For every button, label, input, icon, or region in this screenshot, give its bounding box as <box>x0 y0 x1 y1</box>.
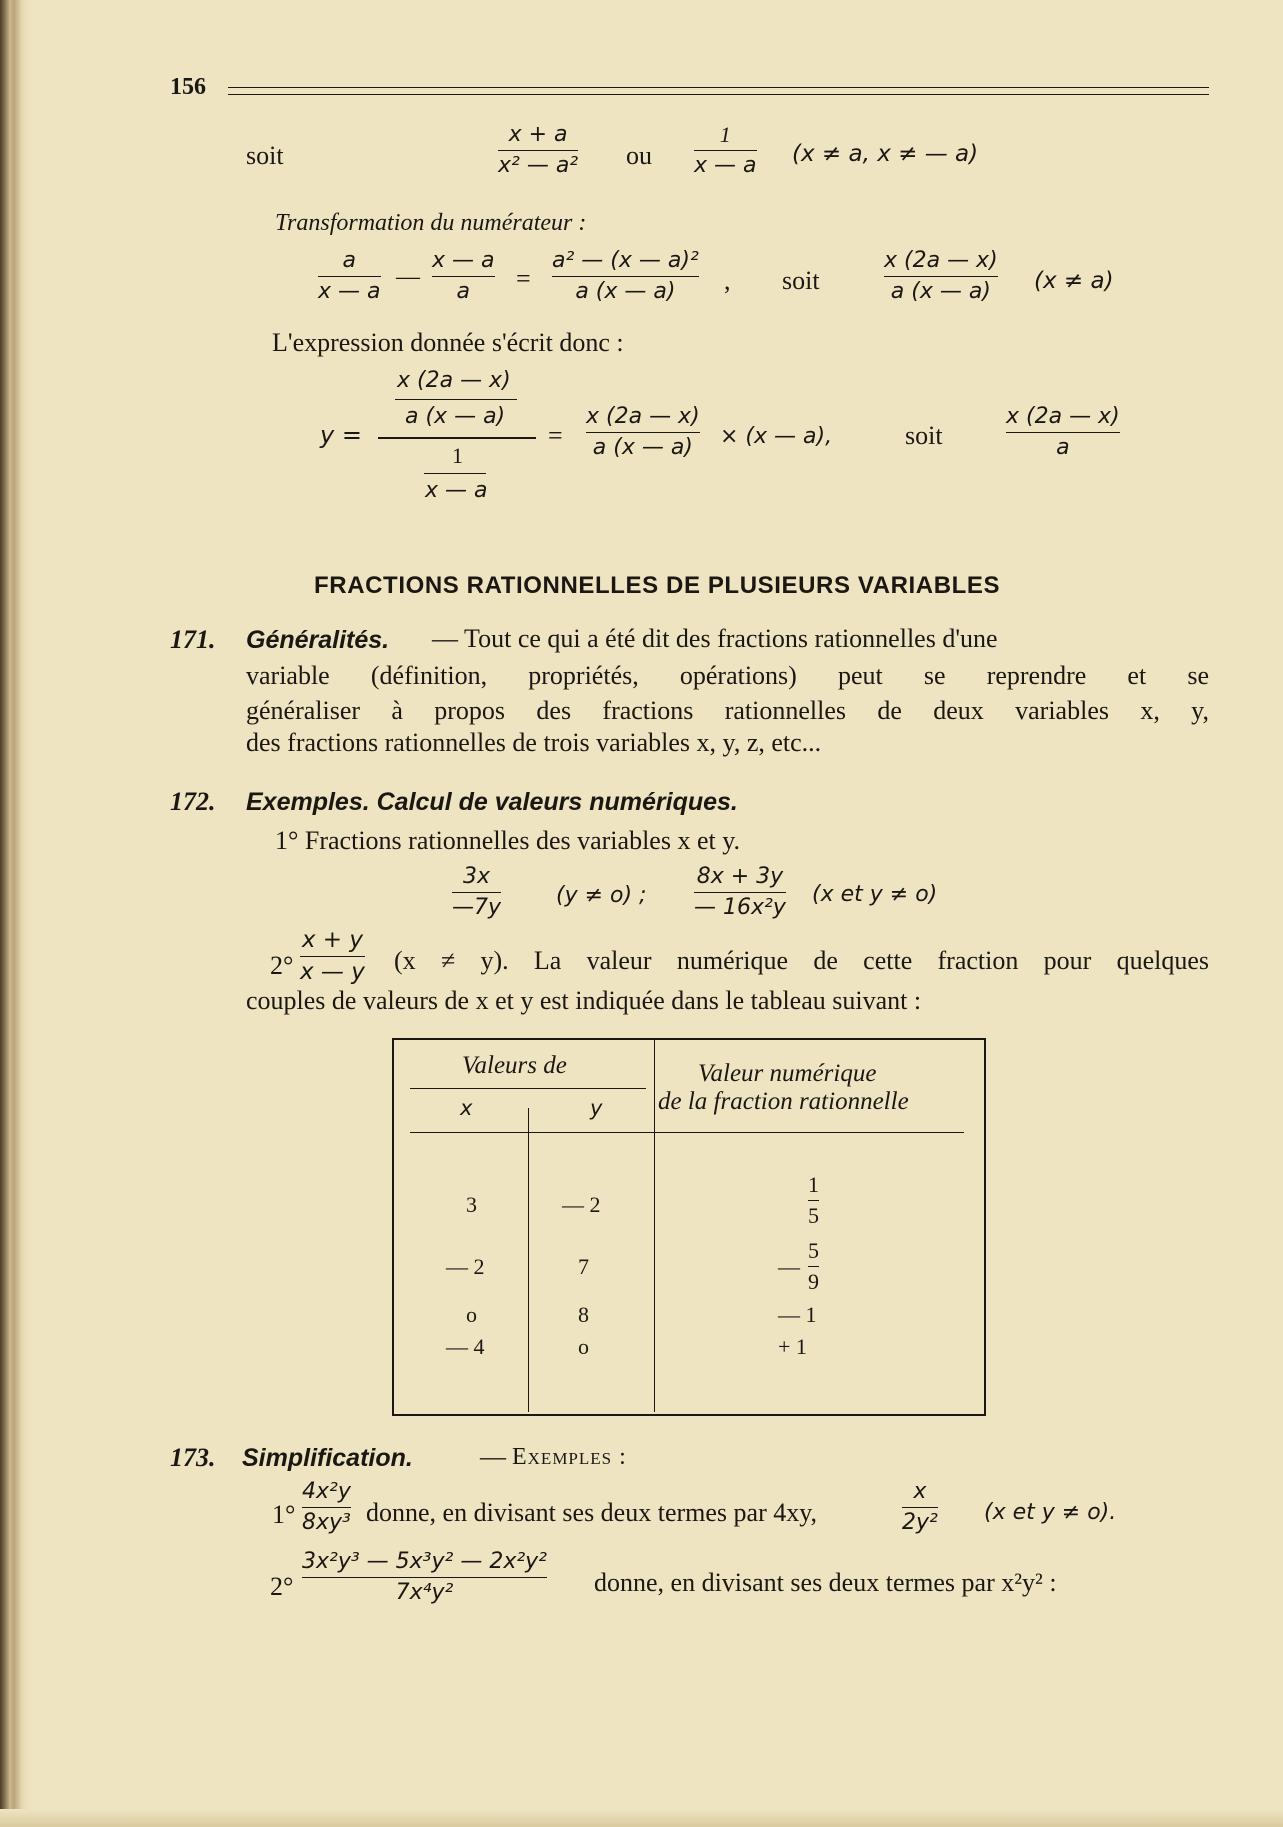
comma: , <box>724 266 731 295</box>
outer-numerator-top: x (2a — x) <box>397 368 511 393</box>
paragraph-172-intro: 1° Fractions rationnelles des variables x et y. <box>275 826 741 855</box>
fraction-denominator: a (x — a) <box>890 279 991 305</box>
paragraph-171-line-2: variable (définition, propriétés, opérations) peut se reprendre et se <box>246 661 1209 690</box>
fraction-bar <box>694 150 757 151</box>
fraction-denominator: a <box>1056 435 1070 461</box>
example-2-text: donne, en divisant ses deux termes par x²y² : <box>594 1568 1057 1597</box>
table-divider-main <box>654 1040 655 1412</box>
fraction-denominator: a (x — a) <box>592 435 693 461</box>
fraction-bar <box>302 1577 547 1578</box>
transformation-heading: Transformation du numérateur : <box>275 210 587 236</box>
section-heading: FRACTIONS RATIONNELLES DE PLUSIEURS VARIABLES <box>314 572 1001 599</box>
inner-denominator-bar <box>424 473 486 474</box>
fraction-numerator: 3x²y³ — 5x³y² — 2x²y² <box>302 1549 547 1574</box>
fraction-numerator: x + a <box>508 122 568 147</box>
fraction-x-plus-y-over-x-minus-y <box>300 927 365 986</box>
paragraph-171-line-1: — Tout ce qui a été dit des fractions rationnelles d'une <box>432 624 998 653</box>
table-cell-value: — 1 <box>778 1302 817 1327</box>
fraction-x-minus-a-over-a <box>432 248 495 305</box>
paragraph-172-line-2: couples de valeurs de x et y est indiquée dans le tableau suivant : <box>246 986 922 1015</box>
fraction-denominator: x — a <box>694 153 757 179</box>
soit-label-3: soit <box>905 421 943 450</box>
fraction-3x-over-7y <box>452 864 501 921</box>
fraction-denominator: 5 <box>808 1203 819 1229</box>
values-table <box>392 1038 986 1416</box>
page-binding-edge <box>0 0 30 1827</box>
table-column-rule <box>410 1132 964 1133</box>
table-cell-y: — 2 <box>562 1192 601 1217</box>
table-cell-y: 8 <box>578 1302 589 1327</box>
fraction-numerator: a <box>342 248 356 273</box>
table-header-rule <box>410 1088 646 1089</box>
fraction-bar <box>808 1200 819 1201</box>
condition-top: (x ≠ a, x ≠ — a) <box>792 141 979 167</box>
fraction-denominator: x — a <box>318 279 381 305</box>
table-divider-xy <box>528 1108 529 1412</box>
item-title-171: Généralités. <box>246 626 390 654</box>
fraction-bar <box>552 276 699 277</box>
item-number-173: 173. <box>170 1443 216 1472</box>
outer-numerator-bottom: a (x — a) <box>405 404 506 429</box>
table-cell-x: — 2 <box>446 1254 485 1279</box>
fraction-numerator: x (2a — x) <box>586 404 700 429</box>
fraction-bar <box>318 276 381 277</box>
example-1-text: donne, en divisant ses deux termes par 4xy, <box>366 1498 818 1527</box>
example-2-label: 2° <box>270 1572 294 1601</box>
table-header-result-2: de la fraction rationnelle <box>658 1088 909 1115</box>
example-2-label: 2° <box>270 951 294 980</box>
item-title-173: Simplification. <box>242 1444 413 1472</box>
table-cell-x: — 4 <box>446 1334 485 1359</box>
fraction-expression <box>586 404 700 461</box>
equals-sign: = <box>516 264 531 293</box>
fraction-denominator: x — y <box>300 959 365 986</box>
page-bottom-edge <box>0 1809 1283 1827</box>
fraction-numerator: 4x²y <box>302 1479 351 1504</box>
condition-example-1: (y ≠ o) ; <box>556 883 647 908</box>
dash: — <box>480 1442 506 1471</box>
y-equals: y = <box>320 421 362 449</box>
fraction-bar <box>884 276 998 277</box>
fraction-bar <box>694 892 786 893</box>
fraction-denominator: 2y² <box>902 1510 938 1536</box>
fraction-denominator: —7y <box>452 895 502 921</box>
fraction-difference-of-squares <box>552 248 699 305</box>
table-cell-value: + 1 <box>778 1334 807 1359</box>
table-header-result-1: Valeur numérique <box>698 1060 877 1087</box>
table-cell-value-sign: — <box>778 1254 800 1279</box>
fraction-denominator: — 16x²y <box>694 895 786 921</box>
fraction-numerator: a² — (x — a)² <box>552 248 699 273</box>
fraction-numerator: 1 <box>808 1172 819 1197</box>
fraction-numerator: 3x <box>463 864 491 889</box>
outer-denominator-bottom: x — a <box>425 478 488 503</box>
inner-fraction-bar <box>395 399 517 400</box>
main-fraction-bar <box>378 437 536 439</box>
times-factor: × (x — a), <box>720 424 833 449</box>
table-cell-x: 3 <box>466 1192 477 1217</box>
examples-label: Exemples : <box>512 1444 627 1470</box>
outer-denominator-top: 1 <box>452 443 463 468</box>
fraction-denominator: 8xy³ <box>302 1510 351 1536</box>
fraction-one-over-x-minus-a <box>694 122 757 179</box>
fraction-denominator: 7x⁴y² <box>395 1580 454 1606</box>
paragraph-172-line-1: (x ≠ y). La valeur numérique de cette fraction pour quelques <box>394 946 1209 975</box>
fraction-numerator: x <box>913 1479 927 1504</box>
item-number-172: 172. <box>170 787 216 816</box>
table-cell-value-fraction <box>808 1238 819 1295</box>
fraction-final-result <box>1006 404 1120 461</box>
fraction-bar <box>586 432 700 433</box>
fraction-bar <box>452 892 501 893</box>
fraction-x-plus-a <box>498 122 578 179</box>
condition-example-2: (x et y ≠ o) <box>812 882 938 907</box>
fraction-4x2y-over-8xy3 <box>302 1479 351 1536</box>
table-cell-y: 7 <box>578 1254 589 1279</box>
table-cell-y: o <box>578 1334 589 1359</box>
expression-intro: L'expression donnée s'écrit donc : <box>272 328 624 357</box>
table-header-x: x <box>460 1096 473 1120</box>
fraction-numerator: 8x + 3y <box>696 864 784 889</box>
header-rule <box>228 87 1209 95</box>
fraction-bar <box>808 1266 819 1267</box>
fraction-bar <box>902 1507 938 1508</box>
fraction-numerator: x + y <box>301 927 363 953</box>
equals-sign-2: = <box>548 421 563 450</box>
soit-label-2: soit <box>782 266 820 295</box>
fraction-bar <box>498 150 578 151</box>
paragraph-171-line-4: des fractions rationnelles de trois variables x, y, z, etc... <box>246 728 822 757</box>
fraction-numerator: 5 <box>808 1238 819 1263</box>
soit-label: soit <box>246 141 284 170</box>
paragraph-171-line-3: généraliser à propos des fractions rationnelles de deux variables x, y, <box>246 696 1209 725</box>
fraction-bar <box>300 956 365 957</box>
ou-label: ou <box>626 141 652 170</box>
page-number: 156 <box>170 74 206 100</box>
fraction-numerator: x (2a — x) <box>1006 404 1120 429</box>
condition-example-1: (x et y ≠ o). <box>984 1500 1117 1525</box>
fraction-x-over-2y2 <box>902 1479 938 1536</box>
fraction-bar <box>302 1507 351 1508</box>
fraction-denominator: 9 <box>808 1269 819 1295</box>
item-number-171: 171. <box>170 625 216 654</box>
table-header-values: Valeurs de <box>462 1052 567 1079</box>
table-cell-value-fraction <box>808 1172 819 1229</box>
minus-sign: — <box>396 264 420 290</box>
fraction-polynomial <box>302 1549 547 1606</box>
fraction-numerator: x — a <box>432 248 495 273</box>
fraction-a-over-x-minus-a <box>318 248 381 305</box>
example-1-label: 1° <box>272 1500 296 1529</box>
item-title-172: Exemples. Calcul de valeurs numériques. <box>246 788 738 816</box>
fraction-bar <box>432 276 495 277</box>
table-header-y: y <box>590 1096 603 1120</box>
fraction-denominator: a (x — a) <box>575 279 676 305</box>
table-cell-x: o <box>466 1302 477 1327</box>
condition-transformation: (x ≠ a) <box>1034 268 1114 294</box>
fraction-denominator: x² — a² <box>498 153 579 179</box>
fraction-numerator-result <box>884 248 998 305</box>
fraction-numerator: 1 <box>719 122 731 147</box>
fraction-bar <box>1006 432 1120 433</box>
fraction-denominator: a <box>456 279 470 305</box>
fraction-8x-plus-3y <box>694 864 786 921</box>
fraction-numerator: x (2a — x) <box>884 248 998 273</box>
